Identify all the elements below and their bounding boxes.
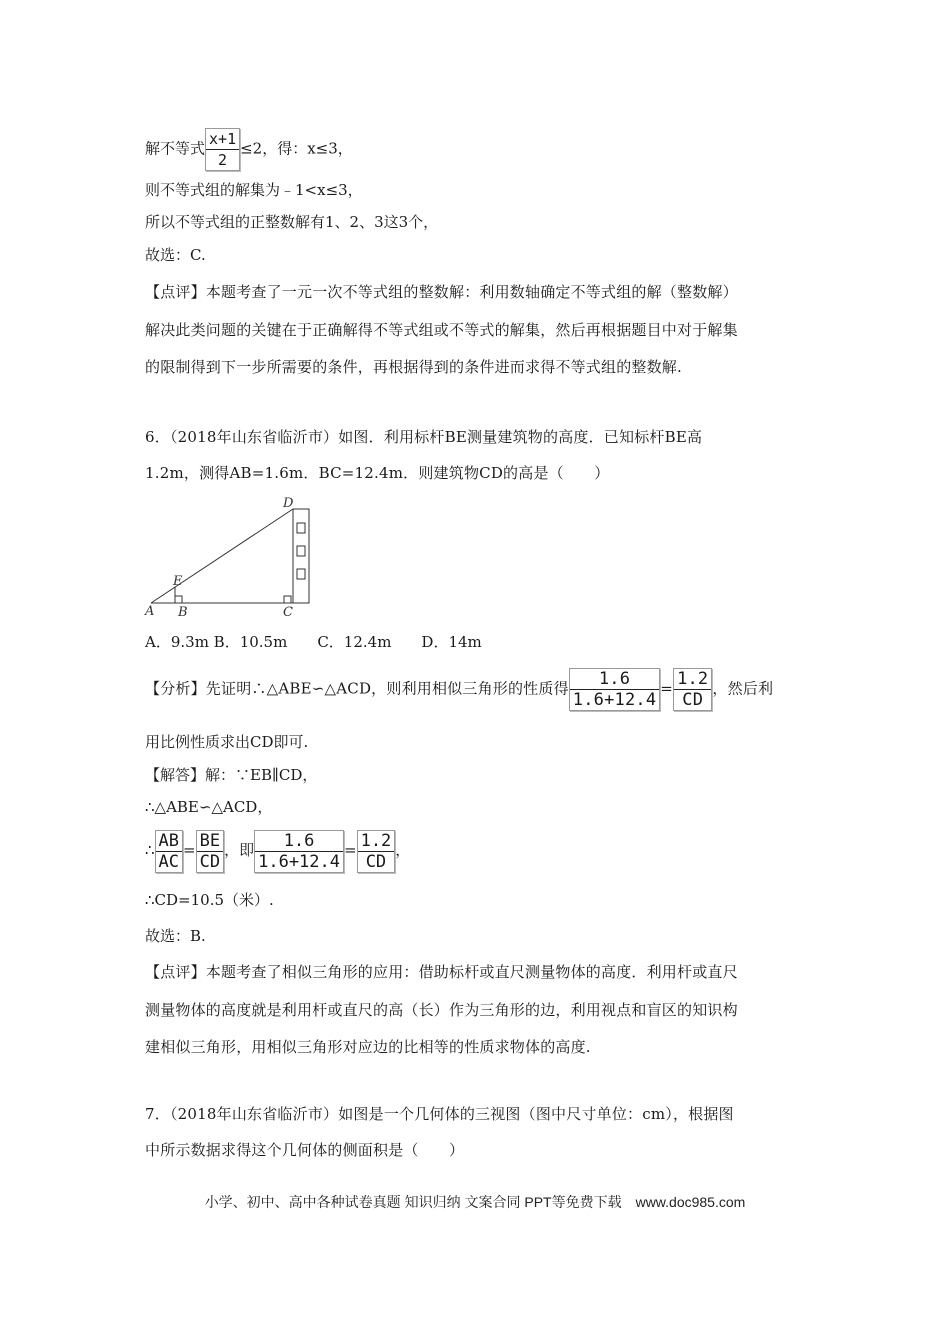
equals-sign: = bbox=[660, 679, 674, 698]
fraction-denominator: 1.6+12.4 bbox=[572, 690, 657, 710]
comment-line-2: 解决此类问题的关键在于正确解得不等式组或不等式的解集，然后再根据题目中对于解集 bbox=[145, 321, 738, 339]
fraction-numerator: 1.6 bbox=[570, 669, 659, 690]
q6-comment-line-1: 【点评】本题考查了相似三角形的应用：借助标杆或直尺测量物体的高度．利用杆或直尺 bbox=[145, 963, 738, 981]
fraction-denominator: CD bbox=[682, 690, 704, 710]
answer-choice-line: 故选：C. bbox=[145, 246, 206, 264]
question-6-line-1: 6．（2018年山东省临沂市）如图．利用标杆BE测量建筑物的高度．已知标杆BE高 bbox=[145, 428, 703, 446]
label-a: A bbox=[145, 604, 155, 619]
fraction-numerator: 1.2 bbox=[358, 831, 395, 852]
therefore-sign: ∴ bbox=[145, 841, 155, 859]
fraction-numerator: AB bbox=[156, 831, 182, 852]
question-6-line-2: 1.2m，测得AB=1.6m．BC=12.4m．则建筑物CD的高是（ ） bbox=[145, 464, 610, 482]
fraction-denominator: AC bbox=[158, 851, 180, 872]
fraction-numerator: 1.6 bbox=[255, 831, 343, 852]
answer-line-4: ∴CD=10.5（米）. bbox=[145, 891, 274, 909]
comment-line-3: 的限制得到下一步所需要的条件，再根据得到的条件进而求得不等式组的整数解. bbox=[145, 358, 682, 376]
fraction-numerator: BE bbox=[197, 831, 223, 852]
text-segment: ， bbox=[395, 841, 411, 859]
label-b: B bbox=[178, 605, 188, 620]
fraction-denominator: 1.6+12.4 bbox=[258, 851, 340, 872]
fraction-1-6-over-sum-2 bbox=[254, 830, 344, 873]
similar-triangles-figure bbox=[143, 495, 323, 624]
question-6-options: A．9.3m B．10.5m C．12.4m D．14m bbox=[145, 633, 482, 651]
equals-sign: = bbox=[344, 841, 357, 859]
answer-line-5: 故选：B. bbox=[145, 927, 206, 945]
label-e: E bbox=[173, 574, 183, 589]
equals-sign: = bbox=[183, 841, 196, 859]
page-footer: 小学、初中、高中各种试卷真题 知识归纳 文案合同 PPT等免费下载 www.doc985.com bbox=[204, 1194, 746, 1210]
answer-line-3 bbox=[145, 828, 410, 873]
fraction-1-2-over-cd-2 bbox=[357, 830, 396, 873]
answer-line-2: ∴△ABE∽△ACD， bbox=[145, 798, 273, 816]
solution-set-line: 则不等式组的解集为﹣1<x≤3， bbox=[145, 181, 363, 199]
fraction-1-2-over-cd bbox=[673, 668, 712, 711]
answer-head: 【解答】解：∵EB∥CD， bbox=[145, 766, 318, 784]
label-c: C bbox=[283, 605, 293, 620]
label-d: D bbox=[283, 496, 294, 511]
fraction-numerator: x+1 bbox=[206, 129, 239, 150]
positive-integer-line: 所以不等式组的正整数解有1、2、3这3个， bbox=[145, 213, 439, 231]
fraction-denominator: CD bbox=[365, 851, 387, 872]
fraction-be-over-cd bbox=[196, 830, 224, 873]
q6-comment-line-3: 建相似三角形，用相似三角形对应边的比相等的性质求物体的高度. bbox=[145, 1038, 591, 1056]
text-segment: ，即 bbox=[224, 841, 255, 859]
analysis-line-2: 用比例性质求出CD即可. bbox=[145, 733, 309, 751]
comment-line-1: 【点评】本题考查了一元一次不等式组的整数解：利用数轴确定不等式组的解（整数解） bbox=[145, 283, 738, 301]
triangle-diagram bbox=[143, 495, 323, 620]
text-segment: 解不等式 bbox=[145, 139, 206, 158]
text-segment: ≤2，得：x≤3， bbox=[240, 139, 353, 158]
fraction-1-6-over-sum bbox=[569, 668, 660, 711]
fraction-ab-over-ac bbox=[155, 830, 183, 873]
fraction-numerator: 1.2 bbox=[674, 669, 711, 690]
analysis-line-1 bbox=[145, 668, 773, 711]
fraction-denominator: 2 bbox=[218, 151, 228, 169]
fraction-x-plus-1-over-2 bbox=[205, 128, 240, 171]
q6-comment-line-2: 测量物体的高度就是利用杆或直尺的高（长）作为三角形的边，利用视点和盲区的知识构 bbox=[145, 1001, 738, 1019]
fraction-denominator: CD bbox=[199, 851, 221, 872]
text-segment: ，然后利 bbox=[712, 679, 774, 698]
question-7-line-2: 中所示数据求得这个几何体的侧面积是（ ） bbox=[145, 1141, 465, 1159]
solve-inequality-line bbox=[145, 128, 353, 171]
question-7-line-1: 7．（2018年山东省临沂市）如图是一个几何体的三视图（图中尺寸单位：cm），根据图 bbox=[145, 1105, 734, 1123]
text-segment: 【分析】先证明∴△ABE∽△ACD，则利用相似三角形的性质得 bbox=[145, 679, 569, 698]
